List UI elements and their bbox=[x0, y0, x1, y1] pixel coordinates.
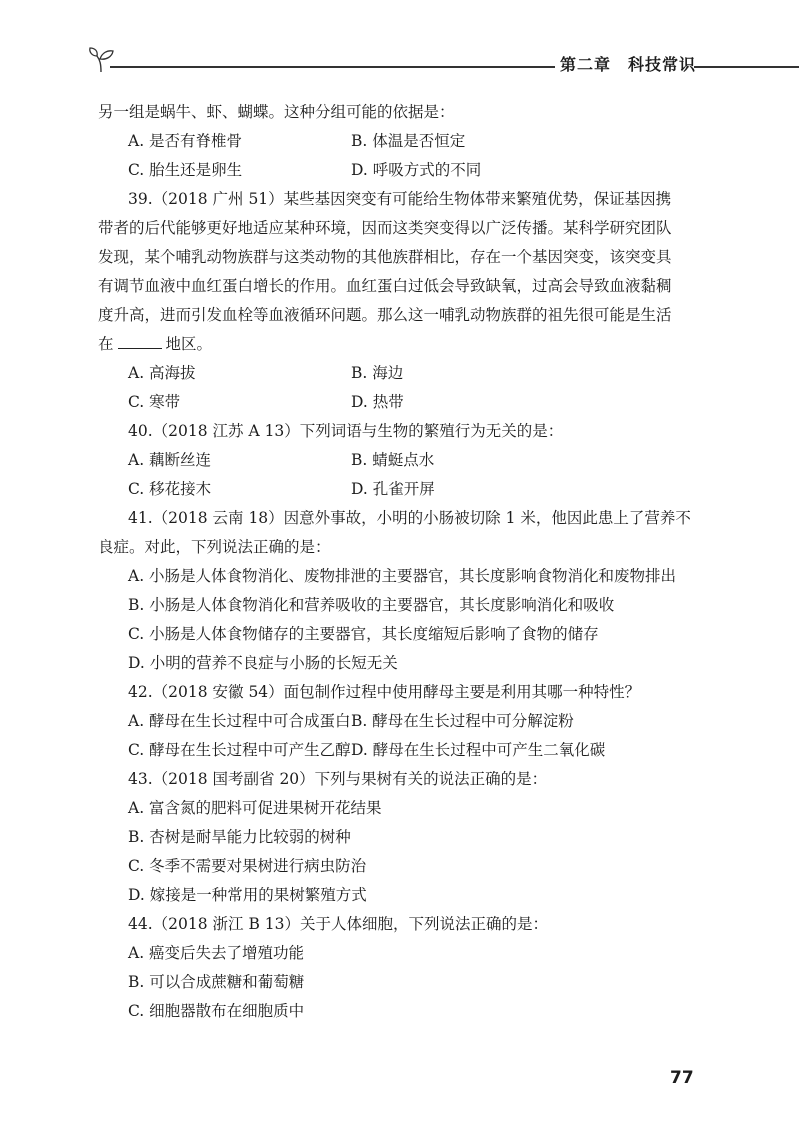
header-rule-right bbox=[694, 66, 799, 68]
option-row bbox=[98, 359, 698, 388]
q41-line-1: 41.（2018 云南 18）因意外事故，小明的小肠被切除 1 米，他因此患上了营养不 bbox=[128, 509, 691, 527]
header-rule-left bbox=[110, 66, 555, 68]
page-content bbox=[98, 98, 698, 1026]
option-d: D. 孔雀开屏 bbox=[351, 480, 435, 498]
page-header bbox=[88, 46, 708, 76]
option-a: A. 藕断丝连 bbox=[128, 451, 212, 469]
option-c: C. 移花接木 bbox=[128, 480, 212, 498]
option-a: A. 癌变后失去了增殖功能 bbox=[128, 944, 305, 962]
option-a: A. 富含氮的肥料可促进果树开花结果 bbox=[128, 799, 382, 817]
option-d: D. 小明的营养不良症与小肠的长短无关 bbox=[128, 654, 398, 672]
option-a: A. 小肠是人体食物消化、废物排泄的主要器官，其长度影响食物消化和废物排出 bbox=[128, 567, 677, 585]
option-b: B. 海边 bbox=[351, 364, 404, 382]
option-c: C. 小肠是人体食物储存的主要器官，其长度缩短后影响了食物的储存 bbox=[128, 625, 599, 643]
option-b: B. 蜻蜓点水 bbox=[351, 451, 435, 469]
q43-line: 43.（2018 国考副省 20）下列与果树有关的说法正确的是： bbox=[128, 770, 548, 788]
option-c: C. 胎生还是卵生 bbox=[128, 161, 243, 179]
option-d: D. 呼吸方式的不同 bbox=[351, 161, 482, 179]
option-c: C. 酵母在生长过程中可产生乙醇 bbox=[128, 741, 351, 759]
option-b: B. 小肠是人体食物消化和营养吸收的主要器官，其长度影响消化和吸收 bbox=[128, 596, 615, 614]
q39-line-4: 有调节血液中血红蛋白增长的作用。血红蛋白过低会导致缺氧，过高会导致血液黏稠 bbox=[98, 277, 672, 295]
q39-last-prefix: 在 bbox=[98, 335, 114, 353]
option-row bbox=[98, 736, 698, 765]
option-row bbox=[98, 707, 698, 736]
q39-line-2: 带者的后代能够更好地适应某种环境，因而这类突变得以广泛传播。某科学研究团队 bbox=[98, 219, 672, 237]
option-a: A. 酵母在生长过程中可合成蛋白 bbox=[128, 712, 351, 730]
sprout-logo-icon bbox=[88, 46, 118, 74]
option-c: C. 寒带 bbox=[128, 393, 181, 411]
q39-line-1: 39.（2018 广州 51）某些基因突变有可能给生物体带来繁殖优势，保证基因携 bbox=[128, 190, 672, 208]
option-d: D. 嫁接是一种常用的果树繁殖方式 bbox=[128, 886, 367, 904]
q42-line: 42.（2018 安徽 54）面包制作过程中使用酵母主要是利用其哪一种特性？ bbox=[128, 683, 641, 701]
chapter-title: 第二章 科技常识 bbox=[560, 55, 697, 74]
option-b: B. 可以合成蔗糖和葡萄糖 bbox=[128, 973, 305, 991]
option-b: B. 杏树是耐旱能力比较弱的树种 bbox=[128, 828, 351, 846]
option-a: A. 是否有脊椎骨 bbox=[128, 132, 243, 150]
option-row bbox=[98, 127, 698, 156]
q40-line: 40.（2018 江苏 A 13）下列词语与生物的繁殖行为无关的是： bbox=[128, 422, 564, 440]
option-d: D. 热带 bbox=[351, 393, 404, 411]
q39-last-suffix: 地区。 bbox=[165, 335, 213, 353]
option-row bbox=[98, 156, 698, 185]
option-c: C. 细胞器散布在细胞质中 bbox=[128, 1002, 305, 1020]
question-continuation-line: 另一组是蜗牛、虾、蝴蝶。这种分组可能的依据是： bbox=[98, 103, 455, 121]
q39-line-5: 度升高，进而引发血栓等血液循环问题。那么这一哺乳动物族群的祖先很可能是生活 bbox=[98, 306, 672, 324]
option-a: A. 高海拔 bbox=[128, 364, 196, 382]
q44-line: 44.（2018 浙江 B 13）关于人体细胞，下列说法正确的是： bbox=[128, 915, 548, 933]
page-number: 77 bbox=[670, 1068, 694, 1088]
option-row bbox=[98, 446, 698, 475]
q41-line-2: 良症。对此，下列说法正确的是： bbox=[98, 538, 331, 556]
option-row bbox=[98, 388, 698, 417]
answer-blank bbox=[118, 332, 162, 349]
option-d: D. 酵母在生长过程中可产生二氧化碳 bbox=[351, 741, 606, 759]
option-b: B. 酵母在生长过程中可分解淀粉 bbox=[351, 712, 574, 730]
q39-line-6 bbox=[98, 330, 698, 359]
option-row bbox=[98, 475, 698, 504]
q39-line-3: 发现，某个哺乳动物族群与这类动物的其他族群相比，存在一个基因突变，该突变具 bbox=[98, 248, 672, 266]
option-b: B. 体温是否恒定 bbox=[351, 132, 466, 150]
option-c: C. 冬季不需要对果树进行病虫防治 bbox=[128, 857, 367, 875]
